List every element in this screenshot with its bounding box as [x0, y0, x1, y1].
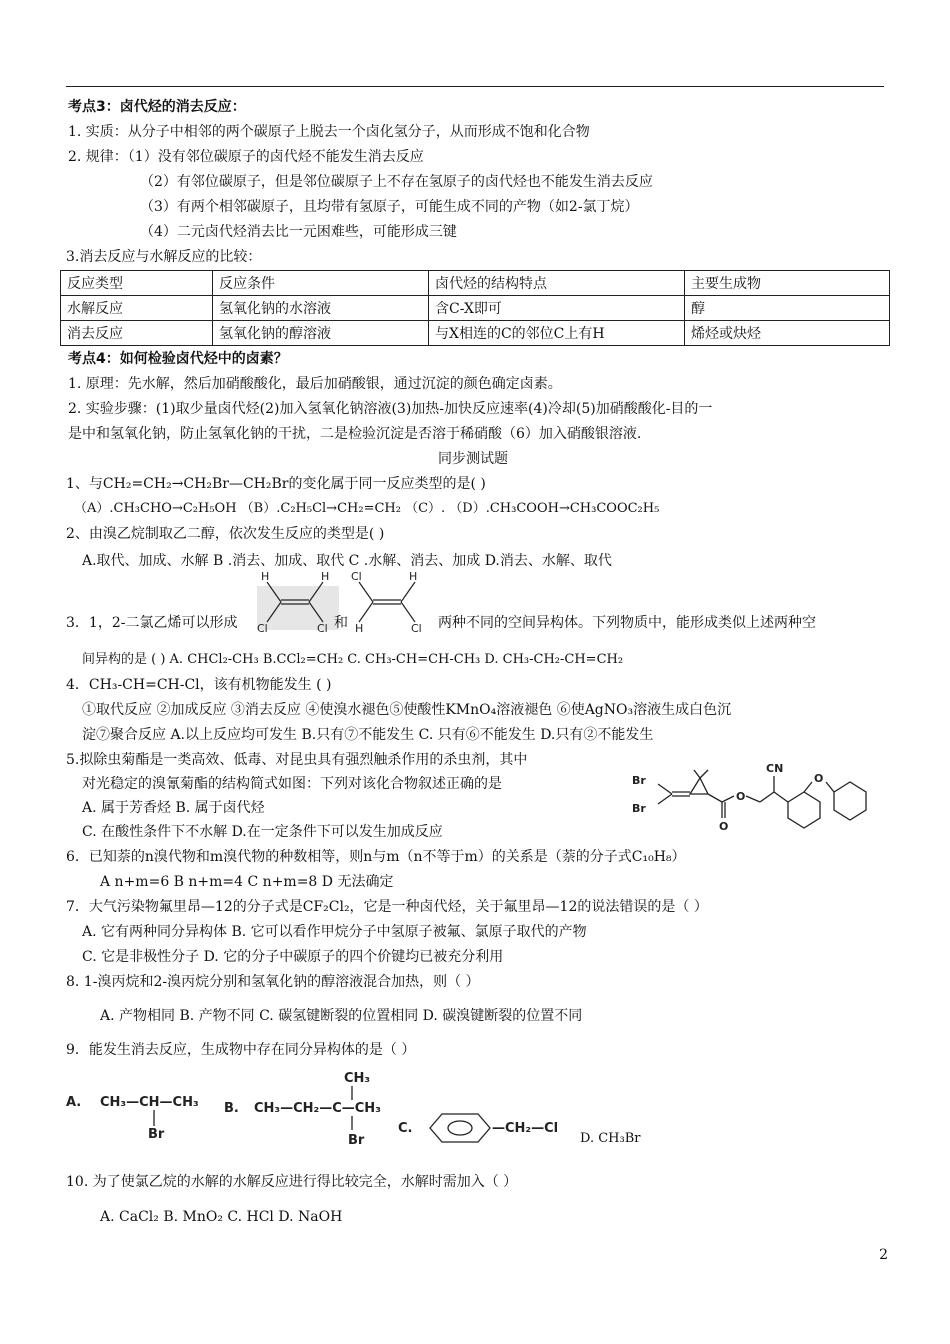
option-b-formula: CH₃—CH₂—C—CH₃ — [254, 1101, 381, 1116]
q3-and: 和 — [334, 615, 348, 631]
q10-options: A. CaCl₂ B. MnO₂ C. HCl D. NaOH — [100, 1209, 343, 1225]
q10-stem: 10. 为了使氯乙烷的水解的水解反应进行得比较完全，水解时需加入（ ） — [66, 1174, 518, 1190]
option-b-label: B. — [224, 1101, 239, 1116]
k3-line-6: 3.消去反应与水解反应的比较： — [66, 249, 262, 265]
atom-label: CN — [766, 762, 784, 775]
section-4-title: 考点4：如何检验卤代烃中的卤素？ — [68, 351, 288, 367]
k3-line-1: 1. 实质：从分子中相邻的两个碳原子上脱去一个卤化氢分子，从而形成不饱和化合物 — [68, 124, 590, 140]
q4-stem: 4．CH₃-CH=CH-Cl，该有机物能发生 ( ) — [66, 677, 332, 693]
table-cell: 消去反应 — [61, 321, 213, 346]
q1-stem: 1、与CH₂=CH₂→CH₂Br—CH₂Br的变化属于同一反应类型的是( ) — [66, 476, 486, 492]
k3-line-4: （3）有两个相邻碳原子，且均带有氢原子，可能生成不同的产物（如2-氯丁烷） — [140, 199, 639, 215]
section-3-title: 考点3：卤代烃的消去反应： — [68, 99, 246, 115]
option-b-methyl: CH₃ — [344, 1071, 371, 1086]
q3-stem-a: 3．1，2-二氯乙烯可以形成 — [66, 615, 238, 631]
q4-line-3: 淀⑦聚合反应 A.以上反应均可发生 B.只有⑦不能发生 C. 只有⑥不能发生 D.只有②不能发生 — [82, 727, 654, 743]
q5-line-2: 对光稳定的溴氰菊酯的结构简式如图：下列对该化合物叙述正确的是 — [82, 776, 502, 792]
q5-option-ab: A. 属于芳香烃 B. 属于卤代烃 — [82, 800, 265, 816]
q3-stem-b: 两种不同的空间异构体。下列物质中，能形成类似上述两种空 — [438, 615, 816, 631]
q6-options: A n+m=6 B n+m=4 C n+m=8 D 无法确定 — [100, 874, 394, 890]
q8-options: A. 产物相同 B. 产物不同 C. 碳氢键断裂的位置相同 D. 碳溴键断裂的位置不同 — [100, 1008, 583, 1024]
table-header-row — [61, 271, 890, 296]
option-a-formula: CH₃—CH—CH₃ — [100, 1095, 199, 1110]
option-c-tail: —CH₂—Cl — [492, 1121, 559, 1136]
atom-label: Cl — [351, 570, 362, 583]
atom-label: O — [814, 772, 824, 785]
table-cell: 氢氧化钠的水溶液 — [213, 296, 429, 321]
q7-stem: 7．大气污染物氟里昂—12的分子式是CF₂Cl₂，它是一种卤代烃，关于氟里昂—12的说法错误的是（ ） — [66, 899, 708, 915]
k3-line-3: （2）有邻位碳原子，但是邻位碳原子上不存在氢原子的卤代烃也不能发生消去反应 — [140, 174, 653, 190]
atom-label: H — [261, 570, 270, 583]
k3-line-2: 2. 规律：（1）没有邻位碳原子的卤代烃不能发生消去反应 — [68, 149, 424, 165]
comparison-table — [60, 270, 890, 346]
k4-line-1: 1. 原理：先水解，然后加硝酸酸化，最后加硝酸银，通过沉淀的颜色确定卤素。 — [68, 376, 562, 392]
table-cell: 卤代烃的结构特点 — [429, 271, 685, 296]
table-cell: 主要生成物 — [685, 271, 890, 296]
q5-line-1: 5.拟除虫菊酯是一类高效、低毒、对昆虫具有强烈触杀作用的杀虫剂，其中 — [66, 752, 528, 768]
atom-label: Br — [632, 774, 646, 787]
page-number: 2 — [879, 1247, 888, 1263]
table-cell: 烯烃或炔烃 — [685, 321, 890, 346]
table-cell: 反应类型 — [61, 271, 213, 296]
q7-option-cd: C. 它是非极性分子 D. 它的分子中碳原子的四个价键均已被充分利用 — [82, 949, 504, 965]
table-cell: 氢氧化钠的醇溶液 — [213, 321, 429, 346]
deltamethrin-structure — [630, 752, 880, 832]
q2-stem: 2、由溴乙烷制取乙二醇，依次发生反应的类型是( ) — [66, 526, 385, 542]
atom-label: O — [719, 820, 729, 832]
q1-options: （A）.CH₃CHO→C₂H₅OH （B）.C₂H₅Cl→CH₂=CH₂ （C）. （D）.CH₃COOH→CH₃COOC₂H₅ — [74, 501, 660, 516]
q4-line-2: ①取代反应 ②加成反应 ③消去反应 ④使溴水褪色⑤使酸性KMnO₄溶液褪色 ⑥使AgNO₃溶液生成白色沉 — [82, 702, 732, 718]
q6-stem: 6．已知萘的n溴代物和m溴代物的种数相等，则n与m（n不等于m）的关系是（萘的分子式C₁₀H₈） — [66, 849, 686, 865]
option-b-br: Br — [348, 1133, 365, 1148]
option-c-label: C. — [398, 1121, 413, 1136]
atom-label: H — [321, 570, 330, 583]
table-cell: 含C-X即可 — [429, 296, 685, 321]
atom-label: H — [355, 622, 364, 634]
table-cell: 反应条件 — [213, 271, 429, 296]
q8-stem: 8. 1-溴丙烷和2-溴丙烷分别和氢氧化钠的醇溶液混合加热，则（ ） — [66, 974, 480, 990]
atom-label: Cl — [317, 622, 328, 634]
atom-label: Br — [632, 802, 646, 815]
option-a-label: A. — [66, 1095, 82, 1110]
q9-stem: 9．能发生消去反应，生成物中存在同分异构体的是（ ） — [66, 1042, 416, 1058]
table-cell: 水解反应 — [61, 296, 213, 321]
option-a-br: Br — [148, 1127, 165, 1142]
k4-line-3: 是中和氢氧化钠，防止氢氧化钠的干扰，二是检验沉淀是否溶于稀硝酸（6）加入硝酸银溶液. — [68, 426, 642, 442]
test-title: 同步测试题 — [438, 451, 508, 467]
q5-option-cd: C. 在酸性条件下不水解 D.在一定条件下可以发生加成反应 — [82, 824, 443, 840]
header-rule — [66, 86, 884, 87]
k4-line-2: 2. 实验步骤：(1)取少量卤代烃(2)加入氢氧化钠溶液(3)加热-加快反应速率(4)冷却(5)加硝酸酸化-目的一 — [68, 401, 713, 417]
atom-label: O — [736, 790, 746, 803]
dichloroethene-isomers — [255, 568, 445, 634]
atom-label: Cl — [257, 622, 268, 634]
table-row — [61, 296, 890, 321]
q9-structures — [60, 1066, 660, 1156]
atom-label: Cl — [411, 622, 422, 634]
table-row — [61, 321, 890, 346]
q9-option-d: D. CH₃Br — [580, 1131, 641, 1146]
atom-label: H — [409, 570, 418, 583]
table-cell: 醇 — [685, 296, 890, 321]
k3-line-5: （4）二元卤代烃消去比一元困难些，可能形成三键 — [140, 224, 457, 240]
q3-options: 间异构的是 ( ) A. CHCl₂-CH₃ B.CCl₂=CH₂ C. CH₃-CH=CH-CH₃ D. CH₃-CH₂-CH=CH₂ — [82, 652, 624, 667]
q2-options: A.取代、加成、水解 B .消去、加成、取代 C .水解、消去、加成 D.消去、水解、取代 — [82, 553, 612, 569]
table-cell: 与X相连的C的邻位C上有H — [429, 321, 685, 346]
q7-option-ab: A. 它有两种同分异构体 B. 它可以看作甲烷分子中氢原子被氟、氯原子取代的产物 — [82, 924, 587, 940]
